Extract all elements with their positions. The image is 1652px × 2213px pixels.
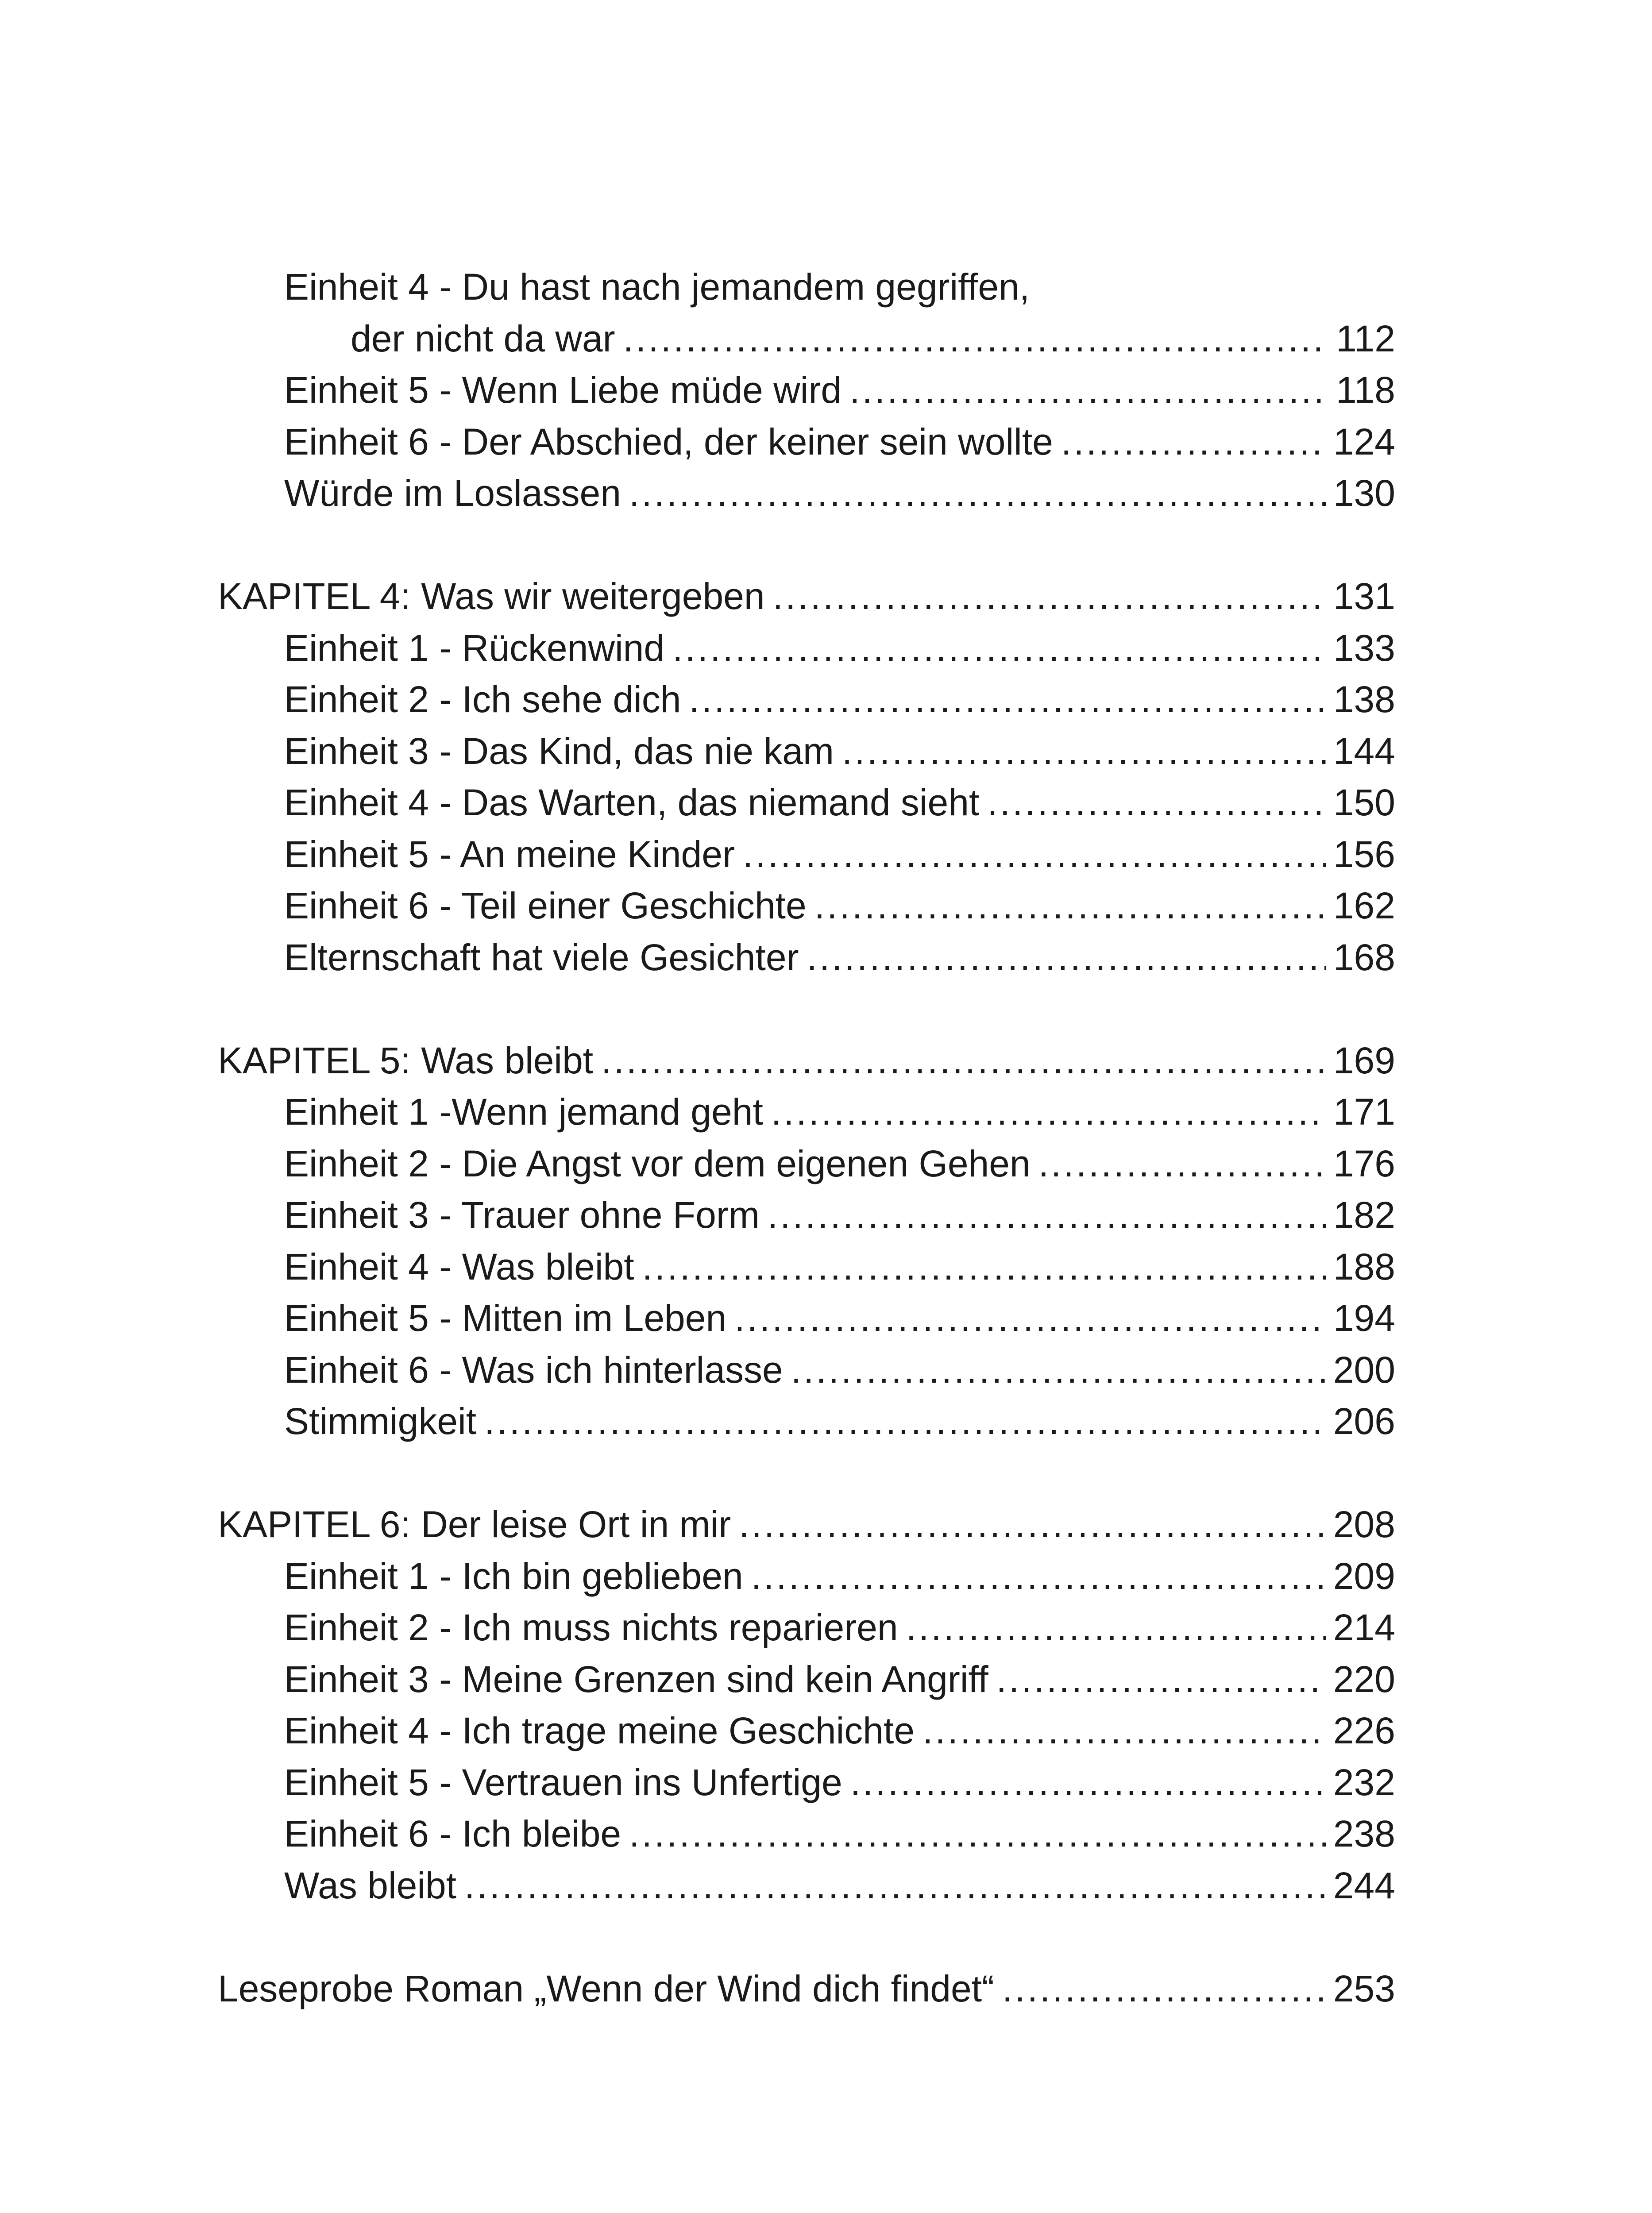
toc-page-number: 214 [1333, 1607, 1395, 1648]
toc-page-number: 130 [1333, 472, 1395, 514]
toc-entry[interactable] [218, 364, 1395, 416]
toc-entry[interactable] [218, 1292, 1395, 1344]
toc-entry[interactable] [218, 1241, 1395, 1293]
section-gap [218, 983, 1395, 1035]
toc-entry-title: Einheit 5 - Mitten im Leben [284, 1297, 727, 1339]
toc-entry[interactable] [218, 674, 1395, 725]
toc-page-number: 194 [1333, 1297, 1395, 1339]
toc-entry-title: Einheit 3 - Trauer ohne Form [284, 1194, 760, 1236]
toc-entry-title: Stimmigkeit [284, 1400, 477, 1442]
toc-page-number: 206 [1333, 1400, 1395, 1442]
toc-page-number: 162 [1333, 885, 1395, 926]
dot-leader [629, 1808, 1326, 1860]
toc-page-number: 124 [1333, 420, 1395, 463]
toc-chapter-entry[interactable] [218, 1035, 1395, 1087]
toc-entry-title: Einheit 6 - Teil einer Geschichte [284, 885, 807, 926]
dot-leader [1002, 1963, 1326, 2015]
toc-page-number: 131 [1333, 575, 1395, 617]
toc-page-number: 244 [1333, 1864, 1395, 1906]
table-of-contents [218, 261, 1395, 2014]
toc-page-number: 168 [1333, 936, 1395, 978]
section-gap [218, 519, 1395, 571]
dot-leader [996, 1654, 1326, 1705]
toc-entry[interactable] [218, 1705, 1395, 1757]
dot-leader [601, 1035, 1326, 1087]
toc-page-number: 220 [1333, 1658, 1395, 1700]
toc-page-number: 169 [1333, 1039, 1395, 1081]
dot-leader [922, 1705, 1326, 1757]
toc-entry-title: Einheit 6 - Der Abschied, der keiner sein wollte [284, 420, 1053, 463]
dot-leader [739, 1499, 1326, 1550]
dot-leader [849, 364, 1326, 416]
dot-leader [689, 674, 1326, 725]
dot-leader [1038, 1138, 1326, 1190]
toc-page-number: 188 [1333, 1245, 1395, 1288]
dot-leader [850, 1757, 1326, 1808]
toc-page-number: 200 [1333, 1349, 1395, 1391]
toc-entry-title: Einheit 3 - Das Kind, das nie kam [284, 730, 834, 772]
toc-entry-title: Einheit 2 - Die Angst vor dem eigenen Gehen [284, 1142, 1031, 1184]
toc-entry-title: Einheit 5 - An meine Kinder [284, 833, 735, 875]
toc-entry[interactable] [218, 467, 1395, 519]
toc-page-number: 138 [1333, 679, 1395, 720]
dot-leader [768, 1189, 1326, 1241]
toc-page-number: 150 [1333, 782, 1395, 823]
toc-entry-title: Einheit 2 - Ich muss nichts reparieren [284, 1607, 898, 1648]
dot-leader [807, 932, 1326, 983]
toc-page-number: 112 [1336, 317, 1395, 359]
toc-entry-title: Einheit 6 - Was ich hinterlasse [284, 1349, 783, 1391]
toc-entry-title: Einheit 2 - Ich sehe dich [284, 679, 681, 720]
toc-entry-title: Einheit 1 -Wenn jemand geht [284, 1091, 763, 1133]
toc-entry-title: KAPITEL 5: Was bleibt [218, 1039, 594, 1081]
dot-leader [773, 571, 1326, 622]
toc-entry[interactable] [218, 1344, 1395, 1396]
dot-leader [1061, 416, 1326, 468]
toc-entry[interactable] [218, 1138, 1395, 1190]
dot-leader [484, 1396, 1326, 1447]
toc-entry-title: Einheit 4 - Das Warten, das niemand sieht [284, 782, 980, 823]
toc-page-number: 156 [1333, 833, 1395, 875]
toc-page-number: 118 [1336, 369, 1395, 411]
dot-leader [791, 1344, 1326, 1396]
toc-entry[interactable] [218, 880, 1395, 932]
toc-chapter-entry[interactable] [218, 1499, 1395, 1550]
dot-leader [842, 725, 1326, 777]
toc-entry-title: Einheit 5 - Vertrauen ins Unfertige [284, 1761, 842, 1803]
toc-entry[interactable] [218, 1602, 1395, 1654]
dot-leader [629, 467, 1326, 519]
toc-entry[interactable] [218, 416, 1395, 468]
toc-entry-title: Einheit 4 - Was bleibt [284, 1245, 634, 1288]
toc-page-number: 182 [1333, 1194, 1395, 1236]
toc-page-number: 133 [1333, 627, 1395, 669]
toc-entry-title: KAPITEL 6: Der leise Ort in mir [218, 1504, 731, 1545]
toc-entry-title: Leseprobe Roman „Wenn der Wind dich findet“ [218, 1967, 995, 2009]
toc-page-number: 208 [1333, 1504, 1395, 1545]
toc-page-number: 171 [1333, 1091, 1395, 1133]
toc-page-number: 232 [1333, 1761, 1395, 1803]
dot-leader [464, 1860, 1326, 1912]
toc-chapter-entry[interactable] [218, 1963, 1395, 2015]
section-gap [218, 1911, 1395, 1963]
toc-entry[interactable] [218, 1396, 1395, 1447]
dot-leader [743, 829, 1326, 880]
toc-entry-line: Einheit 4 - Du hast nach jemandem gegriffen, [284, 266, 1030, 308]
toc-page-number: 144 [1333, 730, 1395, 772]
toc-page-number: 238 [1333, 1813, 1395, 1854]
dot-leader [814, 880, 1326, 932]
toc-entry[interactable] [218, 1860, 1395, 1912]
toc-page-number: 253 [1333, 1967, 1395, 2009]
toc-entry-title: Einheit 4 - Ich trage meine Geschichte [284, 1710, 915, 1751]
dot-leader [642, 1241, 1326, 1293]
toc-page-number: 209 [1333, 1555, 1395, 1597]
toc-entry-title: KAPITEL 4: Was wir weitergeben [218, 575, 765, 617]
toc-page-number: 226 [1333, 1710, 1395, 1751]
dot-leader [771, 1086, 1326, 1138]
toc-entry[interactable] [218, 1550, 1395, 1602]
dot-leader [987, 777, 1326, 829]
toc-entry-title: Elternschaft hat viele Gesichter [284, 936, 799, 978]
toc-entry-title: Würde im Loslassen [284, 472, 621, 514]
toc-entry[interactable] [218, 1189, 1395, 1241]
toc-entry[interactable] [218, 932, 1395, 983]
dot-leader [623, 313, 1326, 365]
toc-entry[interactable] [218, 622, 1395, 674]
toc-entry[interactable] [218, 777, 1395, 829]
toc-entry-title: Einheit 6 - Ich bleibe [284, 1813, 621, 1854]
dot-leader [734, 1292, 1326, 1344]
toc-entry[interactable] [218, 1086, 1395, 1138]
toc-entry[interactable] [218, 1808, 1395, 1860]
dot-leader [751, 1550, 1326, 1602]
toc-entry[interactable] [218, 1757, 1395, 1808]
toc-entry-title: Was bleibt [284, 1864, 457, 1906]
toc-page-number: 176 [1333, 1142, 1395, 1184]
toc-entry-title: Einheit 5 - Wenn Liebe müde wird [284, 369, 842, 411]
toc-entry-title: der nicht da war [351, 317, 615, 359]
toc-entry[interactable] [218, 313, 1395, 365]
toc-entry-title: Einheit 1 - Ich bin geblieben [284, 1555, 743, 1597]
toc-chapter-entry[interactable] [218, 571, 1395, 622]
dot-leader [906, 1602, 1326, 1654]
toc-entry[interactable] [218, 829, 1395, 880]
toc-entry[interactable] [218, 1654, 1395, 1705]
toc-entry-title: Einheit 1 - Rückenwind [284, 627, 665, 669]
section-gap [218, 1447, 1395, 1499]
toc-entry-title: Einheit 3 - Meine Grenzen sind kein Angriff [284, 1658, 988, 1700]
toc-entry[interactable] [218, 725, 1395, 777]
dot-leader [672, 622, 1326, 674]
